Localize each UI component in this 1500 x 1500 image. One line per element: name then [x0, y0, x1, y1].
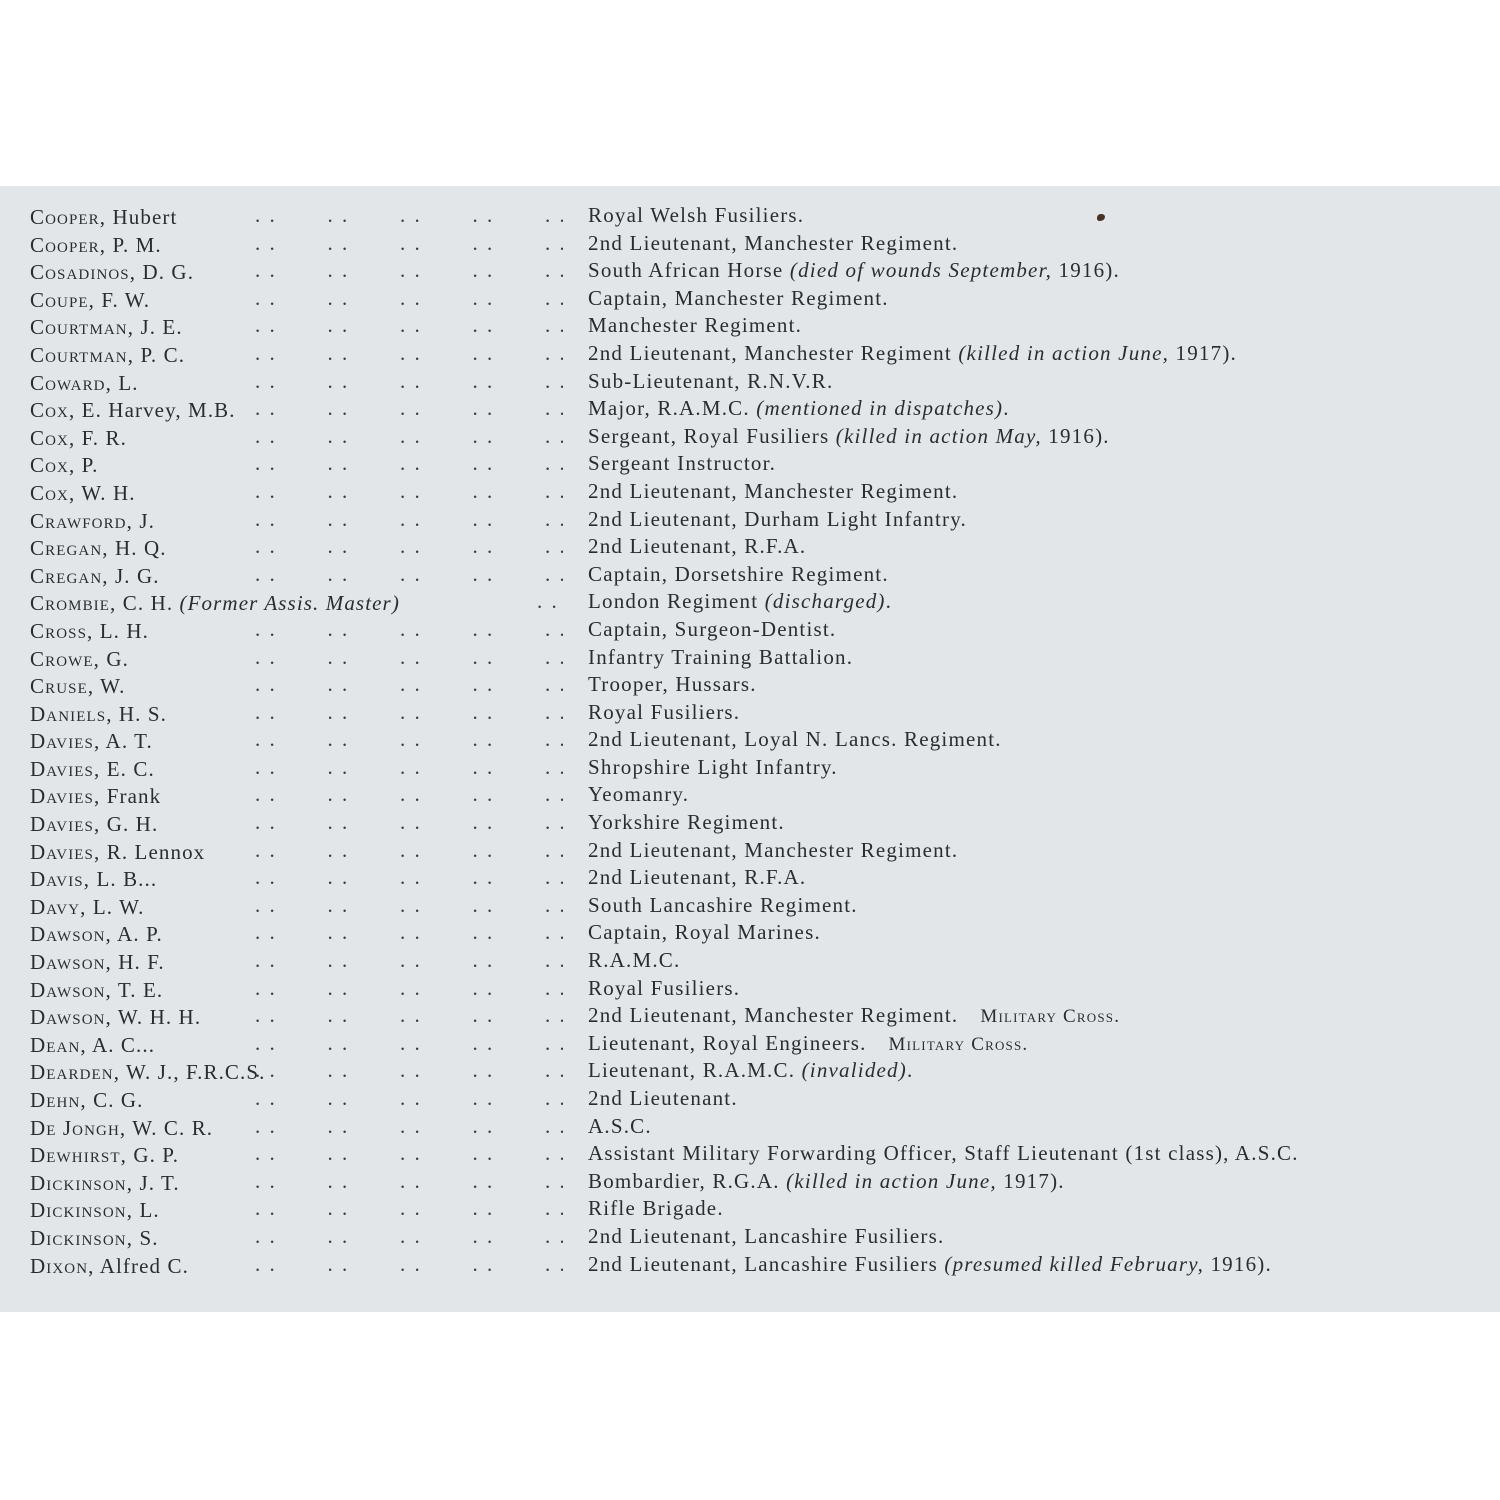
- service-text: Bombardier, R.G.A.: [588, 1168, 787, 1193]
- surname: Cooper,: [30, 232, 107, 257]
- service-text: 2nd Lieutenant, Manchester Regiment.: [588, 478, 959, 503]
- person-name: [30, 673, 550, 701]
- service-record: [588, 1168, 1065, 1196]
- list-item: [0, 892, 1500, 920]
- list-item: [0, 1140, 1500, 1168]
- initials: F. W.: [95, 287, 151, 312]
- surname: Dewhirst,: [30, 1143, 127, 1168]
- initials: W. H.: [75, 480, 136, 505]
- initials: E. C.: [100, 756, 155, 781]
- service-record: [588, 450, 776, 478]
- list-item: [0, 202, 1500, 230]
- service-record: [588, 975, 740, 1003]
- service-text: Captain, Surgeon-Dentist.: [588, 616, 837, 641]
- surname: Crawford,: [30, 508, 133, 533]
- person-name: [30, 977, 550, 1005]
- service-text: Sergeant Instructor.: [588, 451, 777, 476]
- surname: Coupe,: [30, 287, 96, 312]
- list-item: [0, 423, 1500, 451]
- service-record: [588, 561, 889, 589]
- service-record: [588, 257, 1120, 285]
- service-text: 2nd Lieutenant, Lancashire Fusiliers.: [588, 1223, 945, 1248]
- surname: Crombie,: [30, 591, 117, 616]
- service-note-suffix: 1916).: [1052, 258, 1120, 283]
- list-item: [0, 919, 1500, 947]
- service-note-suffix: .: [1003, 396, 1010, 421]
- service-record: [588, 864, 806, 892]
- list-item: [0, 1168, 1500, 1196]
- service-text: 2nd Lieutenant, R.F.A.: [588, 865, 807, 890]
- surname: Cooper,: [30, 205, 107, 229]
- initials: P. C.: [134, 342, 186, 367]
- person-name: [30, 452, 550, 480]
- surname: Cross,: [30, 618, 94, 643]
- person-name: [30, 701, 550, 729]
- name-annotation: (Former Assis. Master): [179, 591, 400, 616]
- person-name: [30, 370, 550, 398]
- surname: Crowe,: [30, 646, 101, 671]
- list-item: [0, 561, 1500, 589]
- service-record: [588, 1195, 724, 1223]
- service-record: [588, 1113, 652, 1141]
- service-text: 2nd Lieutenant, Manchester Regiment.: [588, 1003, 959, 1028]
- list-item: [0, 726, 1500, 754]
- initials: W.: [94, 674, 126, 699]
- service-text: Captain, Dorsetshire Regiment.: [588, 561, 889, 586]
- list-item: [0, 1251, 1500, 1279]
- service-record: [588, 230, 958, 258]
- surname: Daniels,: [30, 701, 113, 726]
- list-item: [0, 616, 1500, 644]
- service-text: Rifle Brigade.: [588, 1196, 724, 1221]
- person-name: [30, 728, 550, 756]
- initials: W. C. R.: [126, 1115, 214, 1140]
- service-text: Sergeant, Royal Fusiliers: [588, 423, 836, 448]
- service-note-suffix: 1917).: [996, 1168, 1065, 1193]
- list-item: [0, 588, 1500, 616]
- service-record: [588, 919, 821, 947]
- initials: S.: [133, 1225, 159, 1250]
- person-name: [30, 921, 550, 949]
- person-name: [30, 535, 550, 563]
- list-item: [0, 533, 1500, 561]
- service-text: Manchester Regiment.: [588, 313, 803, 338]
- service-record: [588, 588, 892, 616]
- service-record: [588, 1002, 1120, 1031]
- service-text: London Regiment: [588, 589, 765, 614]
- service-text: 2nd Lieutenant, Lancashire Fusiliers: [588, 1251, 945, 1276]
- service-record: [588, 533, 806, 561]
- service-text: A.S.C.: [588, 1113, 652, 1138]
- initials: C. H.: [116, 591, 180, 616]
- initials: R. Lennox: [100, 839, 206, 864]
- surname: Dickinson,: [30, 1170, 134, 1195]
- service-record: [588, 202, 804, 230]
- person-name: [30, 508, 550, 536]
- person-name: [30, 839, 550, 867]
- service-text: Sub-Lieutenant, R.N.V.R.: [588, 368, 834, 393]
- service-text: 2nd Lieutenant.: [588, 1086, 738, 1110]
- surname: Cosadinos,: [30, 260, 137, 285]
- initials: L. H.: [93, 618, 149, 643]
- surname: Dawson,: [30, 1005, 112, 1030]
- service-record: [588, 1223, 944, 1251]
- honour: Military Cross.: [888, 1033, 1029, 1055]
- list-item: [0, 1030, 1500, 1058]
- service-text: 2nd Lieutenant, R.F.A.: [588, 534, 807, 559]
- service-record: [588, 809, 785, 837]
- initials: W. H. H.: [111, 1005, 202, 1030]
- service-note: (died of wounds September,: [789, 258, 1053, 283]
- person-name: [30, 259, 550, 287]
- person-name: [30, 1059, 550, 1087]
- service-note: (killed in action May,: [835, 423, 1042, 448]
- person-name: [30, 783, 550, 811]
- person-name: [30, 1032, 550, 1060]
- initials: G. H.: [100, 812, 159, 837]
- service-text: Royal Welsh Fusiliers.: [588, 203, 805, 227]
- person-name: [30, 618, 550, 646]
- surname: Davy,: [30, 894, 87, 919]
- service-note: (invalided): [801, 1058, 907, 1083]
- surname: Cox,: [30, 398, 76, 423]
- person-name: [30, 397, 550, 425]
- initials: A. T.: [100, 729, 153, 754]
- person-name: [30, 866, 550, 894]
- service-record: [588, 395, 1010, 423]
- list-item: [0, 864, 1500, 892]
- list-item: [0, 1002, 1500, 1030]
- surname: Davies,: [30, 729, 101, 754]
- service-record: [588, 892, 858, 920]
- service-text: Yeomanry.: [588, 782, 690, 807]
- initials: J.: [132, 508, 155, 533]
- service-text: Lieutenant, Royal Engineers.: [588, 1030, 867, 1055]
- initials: W. J., F.R.C.S.: [120, 1060, 266, 1085]
- person-name: [30, 949, 550, 977]
- surname: Dixon,: [30, 1253, 95, 1278]
- service-text: South Lancashire Regiment.: [588, 892, 858, 917]
- initials: Alfred C.: [94, 1253, 189, 1278]
- service-text: 2nd Lieutenant, Loyal N. Lancs. Regiment.: [588, 727, 1002, 752]
- person-name: [30, 480, 550, 508]
- surname: Dehn,: [30, 1088, 87, 1112]
- service-text: South African Horse: [588, 258, 790, 283]
- service-record: [588, 947, 680, 975]
- person-name: [30, 563, 550, 591]
- service-text: 2nd Lieutenant, Manchester Regiment.: [588, 230, 959, 255]
- service-record: [588, 312, 802, 340]
- service-text: Captain, Manchester Regiment.: [588, 285, 889, 310]
- initials: H. Q.: [108, 536, 167, 561]
- list-item: [0, 395, 1500, 423]
- service-record: [588, 1030, 1028, 1059]
- person-name: [30, 1197, 550, 1225]
- person-name: [30, 1225, 550, 1253]
- initials: L.: [111, 370, 139, 395]
- initials: G. P.: [126, 1143, 180, 1168]
- list-item: [0, 947, 1500, 975]
- initials: F. R.: [75, 425, 127, 450]
- list-item: [0, 1195, 1500, 1223]
- service-text: 2nd Lieutenant, Durham Light Infantry.: [588, 506, 967, 531]
- list-item: [0, 257, 1500, 285]
- initials: L. W.: [86, 894, 145, 919]
- service-text: 2nd Lieutenant, Manchester Regiment.: [588, 837, 959, 862]
- surname: Courtman,: [30, 315, 135, 340]
- surname: Davies,: [30, 756, 101, 781]
- service-note-suffix: .: [906, 1058, 914, 1083]
- initials: L. B...: [90, 867, 158, 892]
- list-item: [0, 699, 1500, 727]
- service-text: Assistant Military Forwarding Officer, Staff Lieutenant (1st class), A.S.C.: [588, 1141, 1299, 1166]
- service-record: [588, 423, 1110, 451]
- surname: Dickinson,: [30, 1225, 134, 1250]
- list-item: [0, 671, 1500, 699]
- list-item: [0, 230, 1500, 258]
- initials: Hubert: [106, 205, 178, 229]
- surname: Davies,: [30, 839, 101, 864]
- initials: L.: [133, 1198, 160, 1223]
- list-item: [0, 754, 1500, 782]
- initials: C. G.: [86, 1088, 144, 1112]
- service-record: [588, 340, 1237, 368]
- list-item: [0, 781, 1500, 809]
- person-name: [30, 232, 550, 260]
- service-record: [588, 699, 740, 727]
- person-name: [30, 590, 550, 618]
- person-name: [30, 756, 550, 784]
- initials: J. T.: [133, 1170, 180, 1195]
- service-text: Infantry Training Battalion.: [588, 644, 854, 669]
- person-name: [30, 894, 550, 922]
- service-record: [588, 285, 889, 313]
- service-text: Shropshire Light Infantry.: [588, 754, 838, 779]
- honour: Military Cross.: [980, 1006, 1121, 1028]
- service-text: Lieutenant, R.A.M.C.: [588, 1058, 802, 1083]
- surname: Davies,: [30, 812, 101, 837]
- initials: G.: [100, 646, 129, 671]
- service-record: [588, 616, 836, 644]
- service-record: [588, 671, 757, 699]
- surname: Cruse,: [30, 674, 95, 699]
- initials: A. P.: [111, 922, 163, 947]
- person-name: [30, 1142, 550, 1170]
- list-item: [0, 1113, 1500, 1141]
- initials: P. M.: [106, 232, 162, 257]
- initials: D. G.: [136, 260, 195, 285]
- surname: Cox,: [30, 425, 76, 450]
- service-note-suffix: 1916).: [1204, 1251, 1272, 1276]
- list-item: [0, 506, 1500, 534]
- surname: Cregan,: [30, 563, 109, 588]
- surname: Dean,: [30, 1032, 87, 1057]
- service-note-suffix: 1916).: [1041, 423, 1110, 448]
- service-record: [588, 754, 838, 782]
- surname: Davis,: [30, 867, 91, 892]
- surname: Dickinson,: [30, 1198, 134, 1223]
- roll-of-service-list: [0, 202, 1500, 1278]
- list-item: [0, 312, 1500, 340]
- service-note-suffix: 1917).: [1169, 340, 1237, 365]
- surname: Cregan,: [30, 536, 109, 561]
- initials: J. E.: [134, 315, 183, 340]
- service-note-suffix: .: [885, 589, 893, 614]
- list-item: [0, 368, 1500, 396]
- list-item: [0, 340, 1500, 368]
- list-item: [0, 478, 1500, 506]
- service-note: (discharged): [764, 589, 886, 614]
- list-item: [0, 1223, 1500, 1251]
- person-name: [30, 1253, 550, 1281]
- list-item: [0, 1085, 1500, 1113]
- surname: Davies,: [30, 784, 101, 809]
- service-record: [588, 837, 958, 865]
- list-item: [0, 644, 1500, 672]
- initials: P.: [75, 453, 99, 478]
- list-item: [0, 975, 1500, 1003]
- service-text: Yorkshire Regiment.: [588, 810, 785, 835]
- service-text: Royal Fusiliers.: [588, 699, 741, 724]
- person-name: [30, 1115, 550, 1143]
- list-item: [0, 285, 1500, 313]
- surname: Cox,: [30, 453, 76, 478]
- service-text: Royal Fusiliers.: [588, 975, 741, 1000]
- list-item: [0, 1057, 1500, 1085]
- service-record: [588, 368, 833, 396]
- surname: Courtman,: [30, 342, 135, 367]
- person-name: [30, 1170, 550, 1198]
- service-record: [588, 478, 958, 506]
- list-item: [0, 809, 1500, 837]
- initials: J. G.: [108, 563, 160, 588]
- initials: A. C...: [86, 1032, 156, 1057]
- book-page: [0, 186, 1500, 1312]
- service-text: Captain, Royal Marines.: [588, 920, 821, 945]
- service-text: Trooper, Hussars.: [588, 672, 757, 697]
- person-name: [30, 287, 550, 315]
- surname: Dawson,: [30, 977, 112, 1002]
- service-record: [588, 726, 1002, 754]
- service-text: 2nd Lieutenant, Manchester Regiment: [588, 340, 959, 365]
- service-record: [588, 644, 853, 672]
- person-name: [30, 811, 550, 839]
- surname: Dawson,: [30, 950, 112, 975]
- person-name: [30, 646, 550, 674]
- service-note: (mentioned in dispatches): [756, 396, 1004, 421]
- surname: Cox,: [30, 480, 76, 505]
- initials: H. F.: [111, 950, 165, 975]
- service-note: (killed in action June,: [786, 1168, 997, 1193]
- service-note: (killed in action June,: [958, 340, 1170, 365]
- service-record: [588, 1057, 913, 1085]
- person-name: [30, 1087, 550, 1115]
- list-item: [0, 450, 1500, 478]
- service-text: R.A.M.C.: [588, 948, 681, 973]
- surname: De Jongh,: [30, 1115, 127, 1140]
- surname: Dawson,: [30, 922, 112, 947]
- initials: H. S.: [112, 701, 167, 726]
- person-name: [30, 204, 550, 232]
- initials: E. Harvey, M.B.: [75, 398, 236, 423]
- service-record: [588, 506, 967, 534]
- service-record: [588, 781, 689, 809]
- initials: T. E.: [111, 977, 164, 1002]
- person-name: [30, 342, 550, 370]
- person-name: [30, 314, 550, 342]
- service-record: [588, 1251, 1272, 1279]
- surname: Dearden,: [30, 1060, 121, 1085]
- list-item: [0, 837, 1500, 865]
- service-note: (presumed killed February,: [944, 1251, 1205, 1276]
- person-name: [30, 1004, 550, 1032]
- service-text: Major, R.A.M.C.: [588, 396, 757, 421]
- person-name: [30, 425, 550, 453]
- surname: Coward,: [30, 370, 112, 395]
- initials: Frank: [100, 784, 162, 809]
- service-record: [588, 1085, 738, 1113]
- service-record: [588, 1140, 1299, 1168]
